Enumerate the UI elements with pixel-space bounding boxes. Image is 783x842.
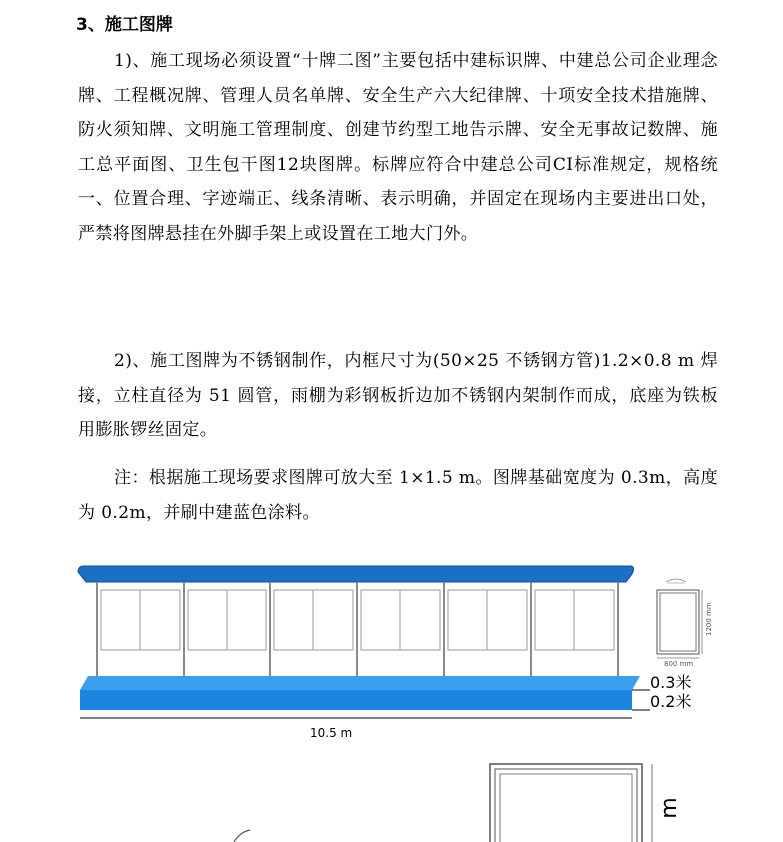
label-panel-width: 800 mm: [664, 660, 694, 668]
panel-elevation-detail: [657, 579, 713, 668]
label-base-height: 0.2米: [650, 692, 692, 711]
label-base-width: 0.3米: [650, 673, 692, 692]
label-panel-height: 1200 mm: [705, 602, 713, 636]
base-foundation: [80, 676, 650, 710]
canopy-roof: [78, 566, 634, 582]
signboard-diagram: [0, 550, 783, 842]
section-heading: 3、施工图牌: [76, 15, 173, 35]
label-partial-unit: m: [657, 797, 682, 819]
label-total-length: 10.5 m: [310, 726, 353, 740]
paragraph-note: 注：根据施工现场要求图牌可放大至 1×1.5 m。图牌基础宽度为 0.3m，高度为 0.2m，并刷中建蓝色涂料。: [78, 468, 718, 523]
paragraph-signboard-material: 2)、施工图牌为不锈钢制作，内框尺寸为(50×25 不锈钢方管)1.2×0.8 m 焊接，立柱直径为 51 圆管，雨棚为彩钢板折边加不锈钢内架制作而成，底座为铁板用膨胀锣丝固定。: [78, 351, 718, 440]
paragraph-signboard-requirements: 1)、施工现场必须设置“十牌二图”主要包括中建标识牌、中建总公司企业理念牌、工程概况牌、管理人员名单牌、安全生产六大纪律牌、十项安全技术措施牌、防火须知牌、文明施工管理制度、创建节约型工地告示牌、安全无事故记数牌、施工总平面图、卫生包干图12块图牌。标牌应符合中建总公司CI标准规定，规格统一、位置合理、字迹端正、线条清晰、表示明确，并固定在现场内主要进出口处，严禁将图牌悬挂在外脚手架上或设置在工地大门外。: [78, 51, 718, 244]
lower-frame-drawing-partial: [234, 764, 652, 842]
